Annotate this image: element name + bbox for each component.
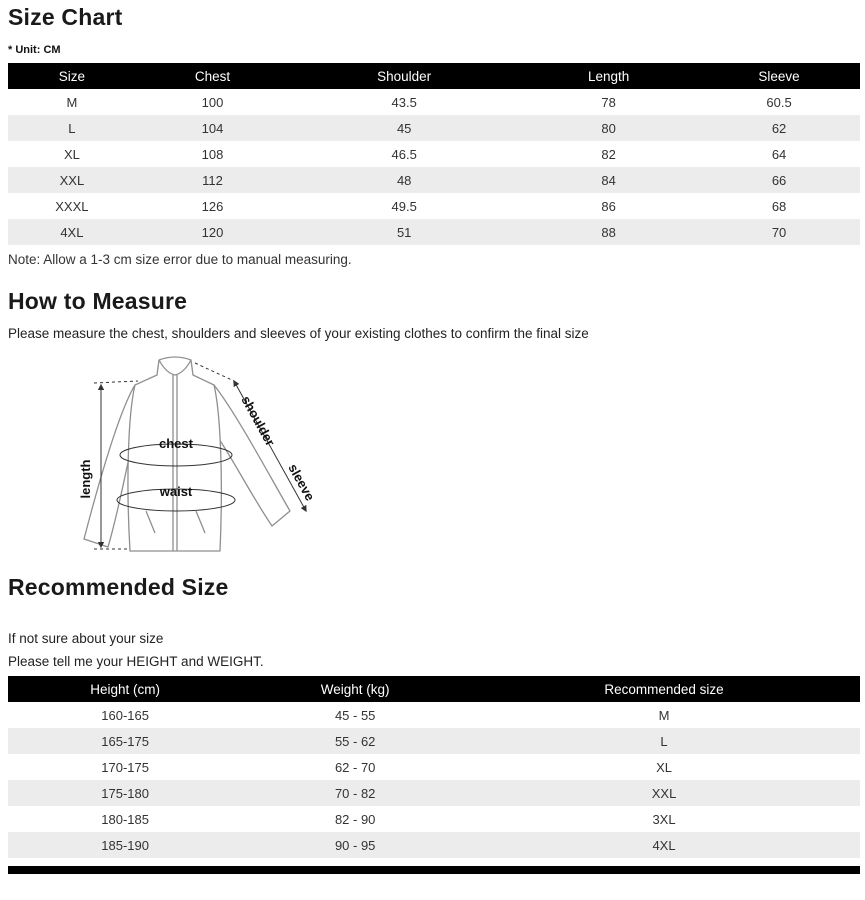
table-row (8, 89, 860, 115)
table-row (8, 193, 860, 219)
recommended-size-cell: XL (656, 759, 672, 775)
table-row (8, 780, 860, 806)
size-cell: XXXL (55, 198, 89, 214)
recommended-size-title: Recommended Size (8, 574, 229, 600)
table-row (8, 728, 860, 754)
recommended-size-cell: 4XL (652, 837, 676, 853)
size-cell: XXL (59, 172, 85, 188)
length-cell: 84 (601, 172, 616, 188)
header-chest: Chest (136, 63, 289, 89)
weight-cell: 62 - 70 (334, 759, 376, 775)
sleeve-cell: 62 (771, 120, 787, 136)
recommended-header-row (8, 676, 860, 702)
header-size: Size (8, 63, 136, 89)
sleeve-label: sleeve (285, 461, 318, 504)
measuring-note: Note: Allow a 1-3 cm size error due to manual measuring. (8, 252, 352, 267)
header-height: Height (cm) (8, 676, 242, 702)
jacket-outline (84, 357, 290, 551)
shoulder-cell: 46.5 (391, 146, 417, 162)
shoulder-cell: 49.5 (391, 198, 417, 214)
height-cell: 180-185 (101, 811, 149, 827)
header-shoulder: Shoulder (289, 63, 519, 89)
weight-cell: 90 - 95 (334, 837, 376, 853)
length-cell: 88 (601, 224, 616, 240)
table-row (8, 702, 860, 728)
sleeve-cell: 60.5 (766, 94, 792, 110)
chest-cell: 126 (201, 198, 224, 214)
table-row (8, 219, 860, 245)
shoulder-label: shoulder (238, 393, 279, 449)
table-row (8, 806, 860, 832)
shoulder-cell: 43.5 (391, 94, 417, 110)
sleeve-cell: 64 (771, 146, 787, 162)
unit-note: * Unit: CM (8, 44, 61, 56)
length-label: length (78, 459, 93, 499)
recommended-line1: If not sure about your size (8, 631, 164, 646)
jacket-measure-diagram (38, 351, 348, 569)
header-sleeve: Sleeve (698, 63, 860, 89)
table-row (8, 141, 860, 167)
table-row (8, 115, 860, 141)
sleeve-cell: 68 (771, 198, 787, 214)
size-cell: XL (63, 146, 80, 162)
how-to-measure-description: Please measure the chest, shoulders and sleeves of your existing clothes to confirm the final size (8, 326, 589, 341)
size-cell: L (68, 120, 76, 136)
sleeve-cell: 70 (771, 224, 787, 240)
recommended-size-cell: L (660, 733, 668, 749)
table-row (8, 167, 860, 193)
recommended-size-table (8, 676, 860, 858)
chest-label: chest (159, 436, 193, 451)
shoulder-cell: 51 (396, 224, 412, 240)
recommended-size-cell: M (658, 707, 670, 723)
length-cell: 86 (601, 198, 616, 214)
chest-cell: 104 (201, 120, 224, 136)
chest-cell: 120 (201, 224, 224, 240)
size-chart-header-row (8, 63, 860, 89)
recommended-line2: Please tell me your HEIGHT and WEIGHT. (8, 654, 264, 669)
chest-cell: 112 (202, 172, 223, 188)
shoulder-cell: 45 (396, 120, 412, 136)
weight-cell: 45 - 55 (334, 707, 376, 723)
size-chart-table (8, 63, 860, 245)
height-cell: 175-180 (101, 785, 149, 801)
how-to-measure-title: How to Measure (8, 288, 188, 314)
chest-cell: 108 (201, 146, 224, 162)
weight-cell: 55 - 62 (334, 733, 376, 749)
size-cell: 4XL (60, 224, 84, 240)
next-table-header-partial (8, 866, 860, 874)
length-cell: 82 (601, 146, 616, 162)
waist-label: waist (159, 484, 193, 499)
chest-cell: 100 (201, 94, 224, 110)
height-cell: 160-165 (101, 707, 149, 723)
height-cell: 185-190 (101, 837, 149, 853)
table-row (8, 832, 860, 858)
weight-cell: 70 - 82 (334, 785, 376, 801)
sleeve-cell: 66 (771, 172, 787, 188)
header-weight: Weight (kg) (242, 676, 468, 702)
length-cell: 78 (601, 94, 616, 110)
header-recommended-size: Recommended size (468, 676, 860, 702)
length-cell: 80 (601, 120, 616, 136)
height-cell: 165-175 (101, 733, 149, 749)
height-cell: 170-175 (101, 759, 149, 775)
recommended-size-cell: XXL (651, 785, 677, 801)
shoulder-cell: 48 (396, 172, 412, 188)
page-title: Size Chart (8, 4, 123, 30)
length-top-tick (94, 381, 138, 383)
table-row (8, 754, 860, 780)
jacket-body (128, 357, 221, 551)
recommended-size-cell: 3XL (652, 811, 676, 827)
weight-cell: 82 - 90 (334, 811, 376, 827)
size-cell: M (66, 94, 78, 110)
header-length: Length (519, 63, 698, 89)
